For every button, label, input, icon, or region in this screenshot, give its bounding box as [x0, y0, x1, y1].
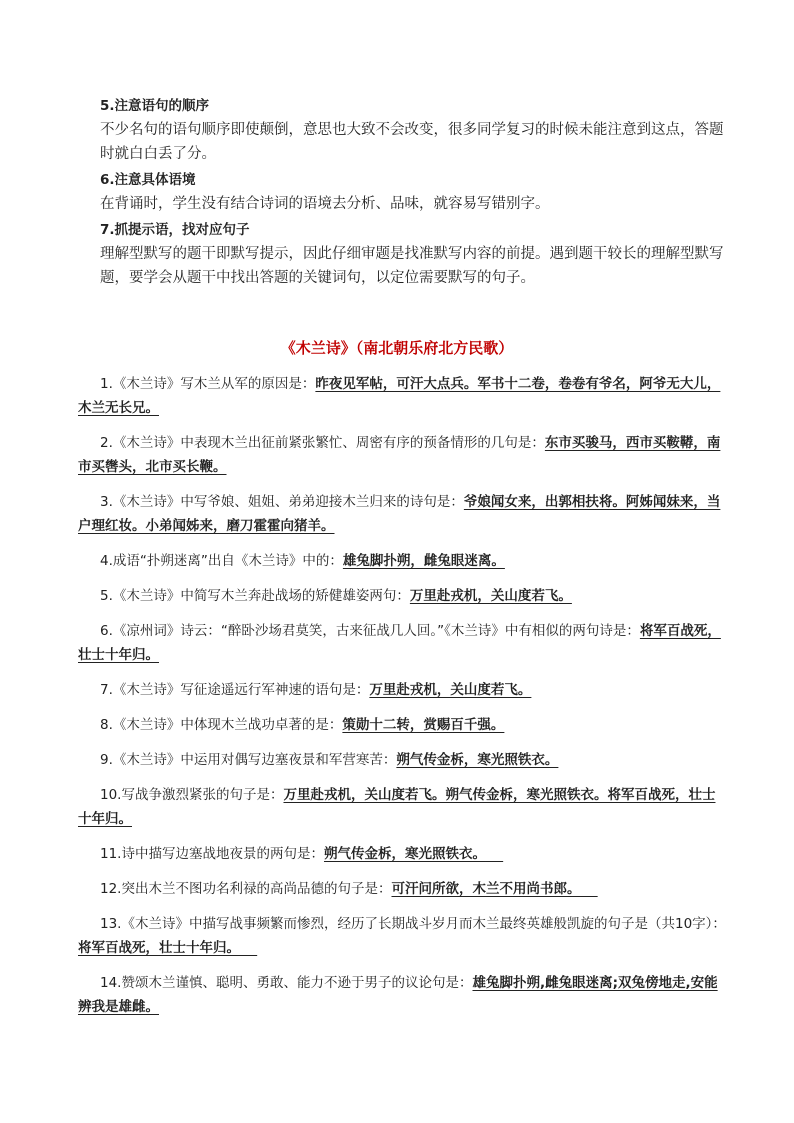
- question-item: [78, 713, 728, 737]
- answer-text: 雄兔脚扑朔，雌兔眼迷离。: [342, 553, 505, 569]
- answer-blank: [580, 881, 597, 897]
- question-number: 14.: [100, 975, 122, 991]
- tips-section: [100, 94, 734, 292]
- question-item: [78, 619, 728, 667]
- question-text: 《木兰诗》中描写战事频繁而惨烈，经历了长期战斗岁月而木兰最终英雄般凯旋的句子是（共10字）：: [121, 916, 726, 932]
- question-item: [78, 549, 728, 573]
- question-item: [78, 372, 728, 420]
- question-text: 诗中描写边塞战地夜景的两句是：: [121, 846, 324, 862]
- question-item: [78, 431, 728, 479]
- question-item: [78, 783, 728, 831]
- question-number: 8.: [100, 717, 113, 733]
- tip-body: 在背诵时，学生没有结合诗词的语境去分析、品味，就容易写错别字。: [100, 196, 550, 212]
- answer-blank: [486, 846, 503, 862]
- answer-text: 朔气传金柝，寒光照铁衣。: [396, 752, 559, 768]
- question-text: 突出木兰不图功名利禄的高尚品德的句子是：: [121, 881, 392, 897]
- question-item: [78, 584, 728, 608]
- answer-text: 雄兔脚扑朔,雌兔眼迷离;双兔傍地走,安能辨我是雄雌。: [78, 975, 718, 1015]
- question-text: 《木兰诗》中简写木兰奔赴战场的矫健雄姿两句：: [112, 588, 410, 604]
- question-text: 赞颂木兰谨慎、聪明、勇敢、能力不逊于男子的议论句是：: [121, 975, 473, 991]
- question-number: 11.: [100, 846, 122, 862]
- question-text: 《木兰诗》中运用对偶写边塞夜景和军营寒苦：: [112, 752, 397, 768]
- answer-text: 万里赴戎机，关山度若飞。: [369, 682, 532, 698]
- question-item: [78, 748, 728, 772]
- question-text: 《凉州词》诗云：“醉卧沙场君莫笑，古来征战几人回。”《木兰诗》中有相似的两句诗是：: [112, 623, 640, 639]
- answer-text: 万里赴戎机，关山度若飞。朔气传金柝，寒光照铁衣。将军百战死，壮士十年归。: [78, 787, 716, 827]
- answer-text: 将军百战死，壮士十年归。: [78, 623, 721, 663]
- question-number: 1.: [100, 376, 113, 392]
- answer-text: 爷娘闻女来，出郭相扶将。阿姊闻妹来，当户理红妆。小弟闻姊来，磨刀霍霍向猪羊。: [78, 494, 721, 534]
- question-number: 12.: [100, 881, 122, 897]
- answer-text: 将军百战死，壮士十年归。: [78, 940, 240, 956]
- question-number: 4.: [100, 553, 113, 569]
- question-number: 10.: [100, 787, 122, 803]
- question-number: 2.: [100, 435, 113, 451]
- question-text: 《木兰诗》中体现木兰战功卓著的是：: [112, 717, 343, 733]
- question-text: 《木兰诗》写木兰从军的原因是：: [112, 376, 316, 392]
- section-title: 《木兰诗》（南北朝乐府北方民歌）: [280, 339, 514, 357]
- question-number: 9.: [100, 752, 113, 768]
- answer-text: 万里赴戎机，关山度若飞。: [409, 588, 572, 604]
- question-number: 5.: [100, 588, 113, 604]
- tip-heading: 7.抓提示语，找对应句子: [100, 222, 250, 238]
- tip-heading: 5.注意语句的顺序: [100, 98, 210, 114]
- question-item: [78, 678, 728, 702]
- answer-text: 朔气传金柝，寒光照铁衣。: [323, 846, 486, 862]
- question-text: 写战争激烈紧张的句子是：: [121, 787, 284, 803]
- question-number: 13.: [100, 916, 122, 932]
- answer-blank: [240, 940, 257, 956]
- tip-body: 不少名句的语句顺序即使颠倒，意思也大致不会改变，很多同学复习的时候未能注意到这点，答题时就白白丢了分。: [100, 122, 724, 162]
- question-item: [78, 842, 728, 866]
- answer-text: 昨夜见军帖，可汗大点兵。军书十二卷，卷卷有爷名，阿爷无大儿，木兰无长兄。: [78, 376, 721, 416]
- answer-text: 可汗问所欲，木兰不用尚书郎。: [391, 881, 581, 897]
- question-item: [78, 490, 728, 538]
- question-number: 6.: [100, 623, 113, 639]
- tip-body: 理解型默写的题干即默写提示，因此仔细审题是找准默写内容的前提。遇到题干较长的理解型默写题，要学会从题干中找出答题的关键词句，以定位需要默写的句子。: [100, 246, 724, 286]
- tip-heading: 6.注意具体语境: [100, 172, 196, 188]
- question-text: 成语“扑朔迷离”出自《木兰诗》中的：: [112, 553, 343, 569]
- question-item: [78, 971, 728, 1019]
- answer-text: 东市买骏马，西市买鞍鞯，南市买辔头，北市买长鞭。: [78, 435, 721, 475]
- question-number: 7.: [100, 682, 113, 698]
- question-item: [78, 912, 728, 960]
- answer-text: 策勋十二转，赏赐百千强。: [342, 717, 505, 733]
- question-text: 《木兰诗》中表现木兰出征前紧张繁忙、周密有序的预备情形的几句是：: [112, 435, 545, 451]
- question-text: 《木兰诗》写征途遥远行军神速的语句是：: [112, 682, 370, 698]
- question-item: [78, 877, 728, 901]
- question-number: 3.: [100, 494, 113, 510]
- question-text: 《木兰诗》中写爷娘、姐姐、弟弟迎接木兰归来的诗句是：: [112, 494, 464, 510]
- question-list: [78, 372, 728, 1030]
